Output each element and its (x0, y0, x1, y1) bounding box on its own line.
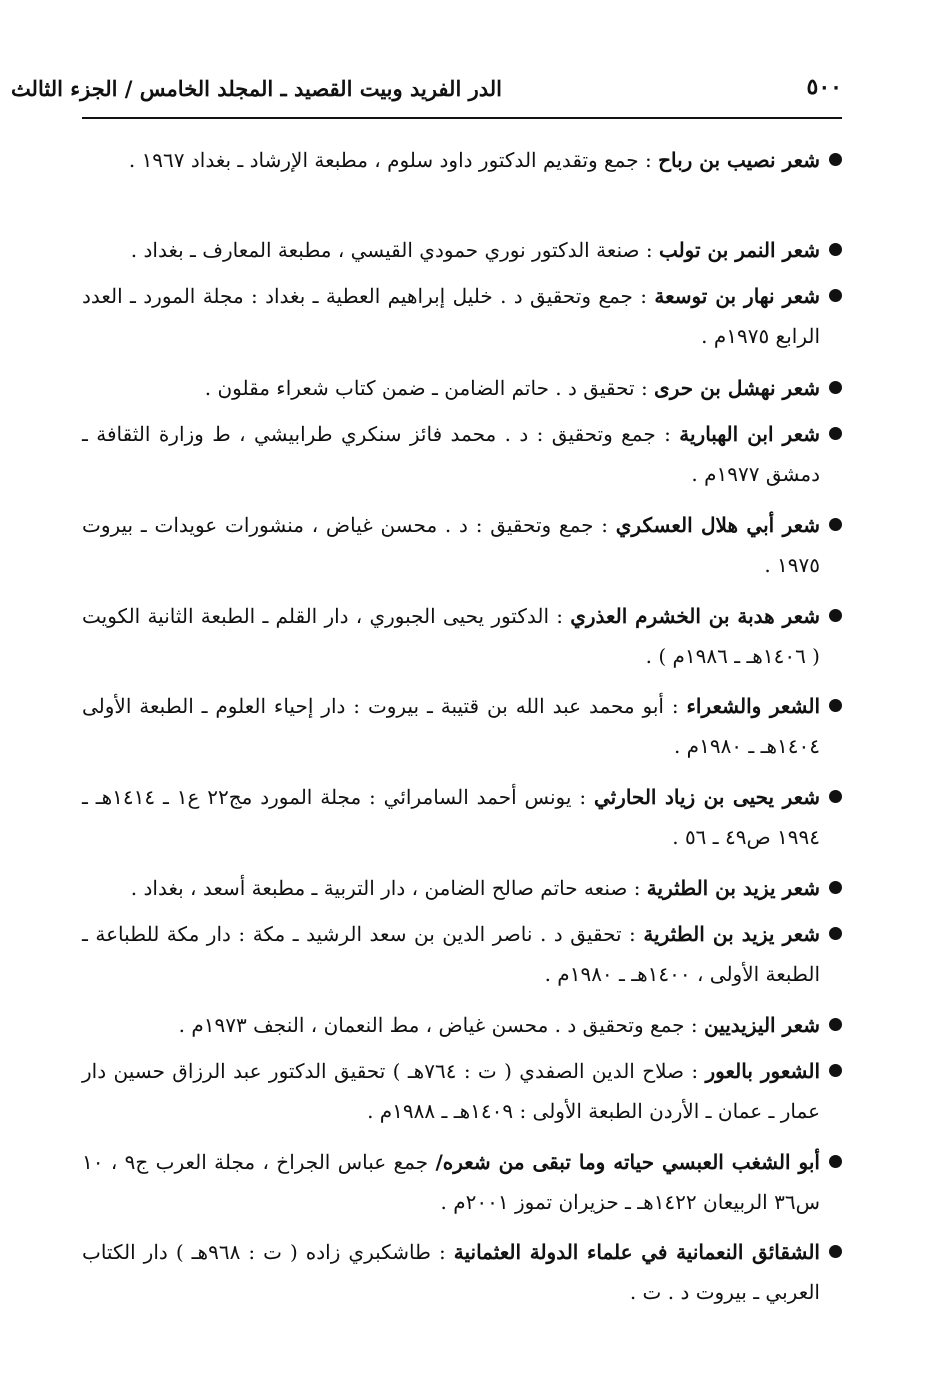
entry-title: شعر يحيى بن زياد الحارثي (593, 785, 821, 809)
bibliography-entry (82, 1005, 842, 1045)
bullet-icon (829, 609, 842, 622)
entry-details: : صنعة الدكتور نوري حمودي القيسي ، مطبعة المعارف ـ بغداد . (130, 238, 659, 262)
bibliography-entry (82, 505, 842, 585)
bullet-icon (829, 1155, 842, 1168)
bullet-icon (829, 153, 842, 166)
entry-details: : يونس أحمد السامرائي : مجلة المورد مج٢٢ ع١ ـ ١٤١٤هـ ـ ١٩٩٤ ص٤٩ ـ ٥٦ . (82, 785, 820, 849)
bibliography-entry (82, 777, 842, 857)
entry-details: : طاشكبري زاده ( ت : ٩٦٨هـ ) دار الكتاب العربي ـ بيروت د . ت . (82, 1240, 820, 1304)
entry-details: : صلاح الدين الصفدي ( ت : ٧٦٤هـ ) تحقيق الدكتور عبد الرزاق حسين دار عمار ـ عمان ـ الأردن الطبعة الأولى : ١٤٠٩هـ ـ ١٩٨٨م . (82, 1059, 820, 1123)
bibliography-entry (82, 414, 842, 494)
running-title: الدر الفريد وبيت القصيد ـ المجلد الخامس / الجزء الثالث (10, 76, 502, 101)
bibliography-entry (82, 230, 842, 270)
header-divider (82, 117, 842, 119)
bullet-icon (829, 927, 842, 940)
bullet-icon (829, 699, 842, 712)
bullet-icon (829, 381, 842, 394)
entry-title: شعر ابن الهبارية (679, 422, 820, 446)
bibliography-entry (82, 1232, 842, 1312)
entry-details: : أبو محمد عبد الله بن قتيبة ـ بيروت : دار إحياء العلوم ـ الطبعة الأولى ١٤٠٤هـ ـ ١٩٨٠م . (82, 694, 820, 758)
bibliography-entry (82, 868, 842, 908)
entry-title: الشقائق النعمانية في علماء الدولة العثمانية (453, 1240, 820, 1264)
entry-details: : تحقيق د . ناصر الدين بن سعد الرشيد ـ مكة : دار مكة للطباعة ـ الطبعة الأولى ، ١٤٠٠هـ ـ ١٩٨٠م . (82, 922, 820, 986)
entry-details: جمع عباس الجراخ ، مجلة العرب ج٩ ، ١٠ س٣٦ الربيعان ١٤٢٢هـ ـ حزيران تموز ٢٠٠١م . (82, 1150, 820, 1214)
entry-details: : تحقيق د . حاتم الضامن ـ ضمن كتاب شعراء مقلون . (204, 376, 655, 400)
entry-details: : جمع وتحقيق : د . محسن غياض ، منشورات عويدات ـ بيروت ١٩٧٥ . (82, 513, 820, 577)
entry-title: شعر النمر بن تولب (658, 238, 820, 262)
entry-details: : الدكتور يحيى الجبوري ، دار القلم ـ الطبعة الثانية الكويت ( ١٤٠٦هـ ـ ١٩٨٦م ) . (82, 604, 820, 668)
bullet-icon (829, 1064, 842, 1077)
bullet-icon (829, 289, 842, 302)
bibliography-entry (82, 276, 842, 356)
entry-title: الشعور بالعور (705, 1059, 821, 1083)
entry-title: شعر أبي هلال العسكري (615, 513, 821, 537)
entry-title: شعر يزيد بن الطثرية (646, 876, 820, 900)
bullet-icon (829, 1018, 842, 1031)
bibliography-entry (82, 914, 842, 994)
entry-title: شعر نهار بن توسعة (654, 284, 820, 308)
bibliography-entry (82, 368, 842, 408)
entry-details: : جمع وتحقيق د . خليل إبراهيم العطية ـ بغداد : مجلة المورد ـ العدد الرابع ١٩٧٥م . (82, 284, 820, 348)
bibliography-entry (82, 596, 842, 676)
entry-title: أبو الشغب العبسي حياته وما تبقى من شعره/ (435, 1150, 820, 1174)
bibliography-entry (82, 686, 842, 766)
bullet-icon (829, 427, 842, 440)
bullet-icon (829, 243, 842, 256)
entry-title: الشعر والشعراء (686, 694, 821, 718)
page-number: ٥٠٠ (806, 74, 842, 100)
entry-details: : جمع وتحقيق د . محسن غياض ، مط النعمان ، النجف ١٩٧٣م . (178, 1013, 704, 1037)
page-header (10, 70, 842, 110)
bibliography-entry (82, 140, 842, 180)
bibliography-entry (82, 1051, 842, 1131)
entry-title: شعر نهشل بن حرى (654, 376, 820, 400)
bullet-icon (829, 518, 842, 531)
entry-title: شعر اليزيديين (703, 1013, 820, 1037)
entry-details: : صنعه حاتم صالح الضامن ، دار التربية ـ مطبعة أسعد ، بغداد . (130, 876, 647, 900)
entry-title: شعر نصيب بن رباح (658, 148, 820, 172)
bullet-icon (829, 881, 842, 894)
entry-details: : جمع وتحقيق : د . محمد فائز سنكري طرابيشي ، ط وزارة الثقافة ـ دمشق ١٩٧٧م . (82, 422, 820, 486)
entry-details: : جمع وتقديم الدكتور داود سلوم ، مطبعة الإرشاد ـ بغداد ١٩٦٧ . (128, 148, 659, 172)
bibliography-entry (82, 1142, 842, 1222)
bullet-icon (829, 1245, 842, 1258)
bullet-icon (829, 790, 842, 803)
bibliography-list (82, 140, 842, 1360)
entry-title: شعر يزيد بن الطثرية (643, 922, 821, 946)
entry-title: شعر هدبة بن الخشرم العذري (570, 604, 820, 628)
